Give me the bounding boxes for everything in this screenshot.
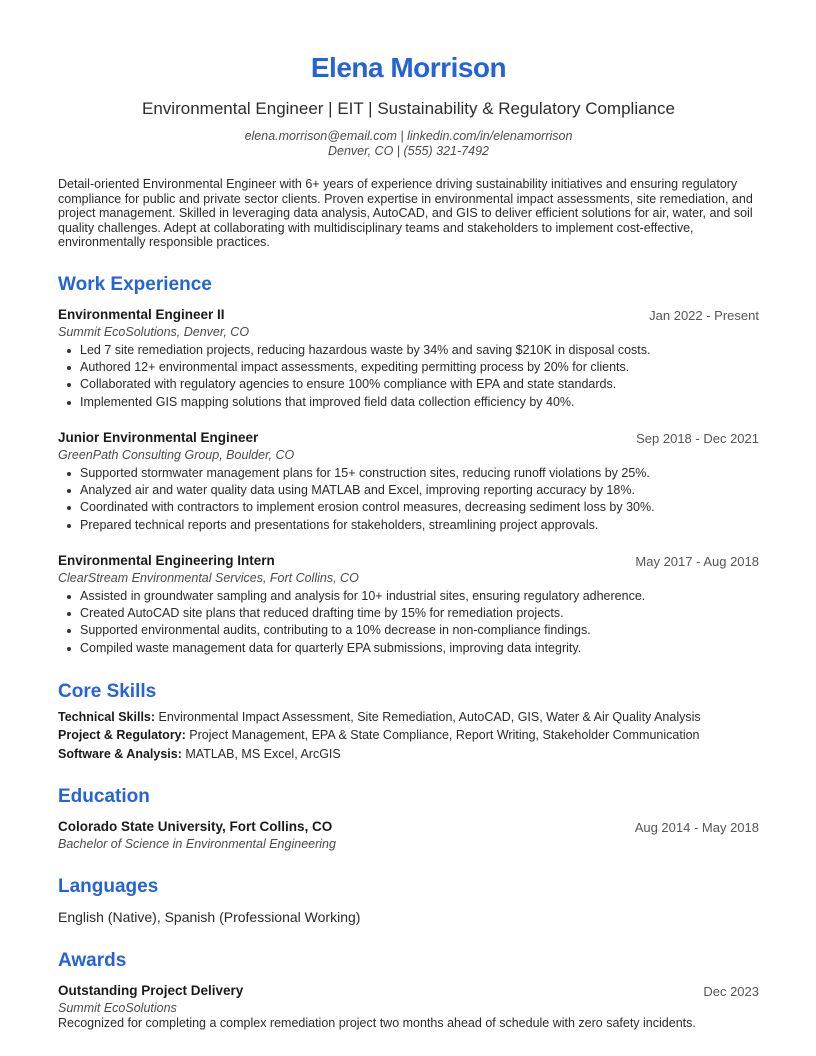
job-bullet: Implemented GIS mapping solutions that improved field data collection efficiency by 40%. [80, 394, 760, 411]
education-school: Colorado State University, Fort Collins, CO [58, 819, 333, 834]
skill-value: Environmental Impact Assessment, Site Remediation, AutoCAD, GIS, Water & Air Quality Analysis [158, 710, 701, 724]
job-dates: Sep 2018 - Dec 2021 [636, 431, 759, 446]
section-title-education: Education [58, 786, 150, 807]
skill-line [58, 728, 700, 742]
job-bullet: Created AutoCAD site plans that reduced drafting time by 15% for remediation projects. [80, 605, 760, 622]
contact-line-email: elena.morrison@email.com | linkedin.com/in/elenamorrison [244, 129, 573, 143]
skill-label: Project & Regulatory: [58, 728, 186, 742]
section-title-experience: Work Experience [58, 274, 212, 295]
professional-summary: Detail-oriented Environmental Engineer with 6+ years of experience driving sustainability initiatives and ensuring regulatory compliance for public and private sector clients. Proven expertise in environmental impact assessments, site remediation, and project management. Skilled in leveraging data analysis, AutoCAD, and GIS to deliver efficient solutions for air, water, and soil quality challenges. Adept at collaborating with multidisciplinary teams and stakeholders to implement cost-effective, environmentally responsible practices. [58, 177, 753, 250]
contact-line-location: Denver, CO | (555) 321-7492 [328, 144, 489, 158]
section-title-languages: Languages [58, 876, 159, 897]
award-title: Outstanding Project Delivery [58, 983, 244, 998]
job-bullet: Compiled waste management data for quarterly EPA submissions, improving data integrity. [80, 640, 760, 657]
job-bullet: Authored 12+ environmental impact assessments, expediting permitting process by 20% for clients. [80, 359, 760, 376]
job-bullets [58, 465, 760, 534]
job-bullet: Assisted in groundwater sampling and analysis for 10+ industrial sites, ensuring regulatory adherence. [80, 588, 760, 605]
job-bullet: Supported environmental audits, contributing to a 10% decrease in non-compliance findings. [80, 622, 760, 639]
job-bullet: Analyzed air and water quality data using MATLAB and Excel, improving reporting accuracy by 18%. [80, 482, 760, 499]
job-bullets [58, 342, 760, 411]
award-date: Dec 2023 [703, 984, 759, 999]
skill-value: MATLAB, MS Excel, ArcGIS [185, 747, 341, 761]
education-degree: Bachelor of Science in Environmental Engineering [58, 837, 336, 851]
job-bullet: Coordinated with contractors to implement erosion control measures, decreasing sediment loss by 30%. [80, 499, 760, 516]
job-bullet: Supported stormwater management plans for 15+ construction sites, reducing runoff violations by 25%. [80, 465, 760, 482]
candidate-name: Elena Morrison [310, 52, 507, 83]
job-bullet: Collaborated with regulatory agencies to ensure 100% compliance with EPA and state standards. [80, 376, 760, 393]
skill-label: Technical Skills: [58, 710, 156, 724]
section-title-awards: Awards [58, 950, 127, 971]
job-bullets [58, 588, 760, 657]
education-dates: Aug 2014 - May 2018 [634, 820, 759, 835]
skill-line [58, 710, 701, 724]
award-description: Recognized for completing a complex remediation project two months ahead of schedule with zero safety incidents. [58, 1016, 696, 1030]
headline: Environmental Engineer | EIT | Sustainability & Regulatory Compliance [142, 99, 675, 118]
job-dates: May 2017 - Aug 2018 [635, 554, 759, 569]
job-company: Summit EcoSolutions, Denver, CO [58, 325, 250, 339]
job-title: Environmental Engineering Intern [58, 553, 275, 568]
skill-value: Project Management, EPA & State Compliance, Report Writing, Stakeholder Communication [189, 728, 700, 742]
job-bullet: Prepared technical reports and presentations for stakeholders, streamlining project approvals. [80, 517, 760, 534]
section-title-skills: Core Skills [58, 681, 157, 702]
languages-list: English (Native), Spanish (Professional Working) [58, 909, 361, 925]
job-company: GreenPath Consulting Group, Boulder, CO [58, 448, 295, 462]
skill-label: Software & Analysis: [58, 747, 182, 761]
job-title: Junior Environmental Engineer [58, 430, 259, 445]
job-bullet: Led 7 site remediation projects, reducing hazardous waste by 34% and saving $210K in disposal costs. [80, 342, 760, 359]
award-organization: Summit EcoSolutions [58, 1001, 177, 1015]
job-dates: Jan 2022 - Present [649, 308, 759, 323]
job-company: ClearStream Environmental Services, Fort Collins, CO [58, 571, 359, 585]
skill-line [58, 747, 341, 761]
job-title: Environmental Engineer II [58, 307, 225, 322]
